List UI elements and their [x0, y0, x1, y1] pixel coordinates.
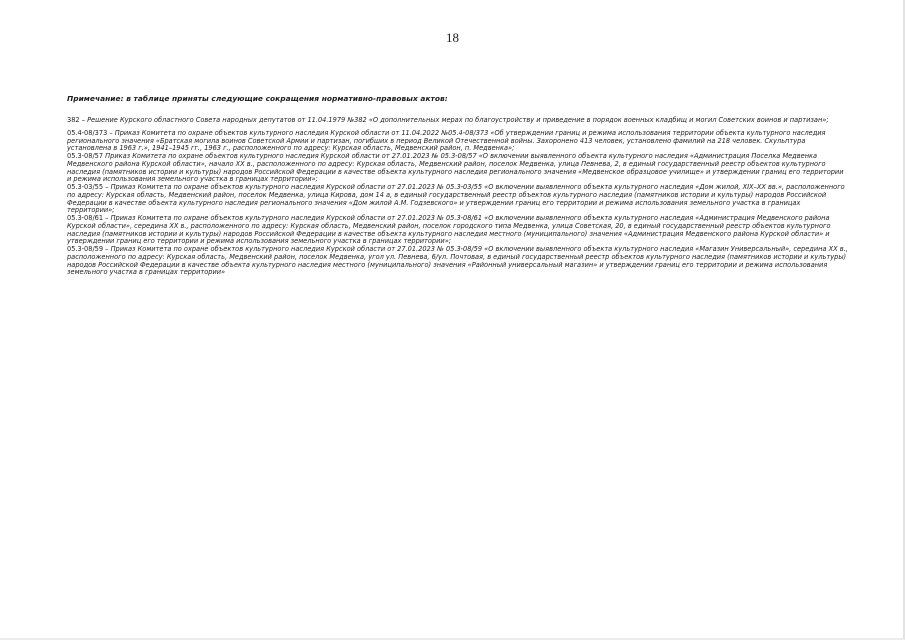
- abbreviation-list: [67, 117, 849, 277]
- page-number: 18: [446, 30, 459, 45]
- entry-code: 382: [67, 116, 80, 124]
- entry-text: – Приказ Комитета по охране объектов культурного наследия Курской области от 27.01.2023 № 05.3-08/61 «О включении выявленного объекта культурного наследия «Администрация Медвенского района Курской области», середина XX в., расположенного по адресу: Курская область, Медвенский район, поселок городского типа Медвенка, улица Советская, 20, в единый государственный реестр объектов культурного наследия (памятников истории и культуры) народов Российской Федерации в качестве объекта культурного наследия местного (муниципального) значения «Администрация Медвенского района Курской области» и утверждении границ его территории и режима использования земельного участка в границах территории»;: [67, 214, 831, 246]
- entry-text: – Приказ Комитета по охране объектов культурного наследия Курской области от 27.01.2023 № 05.3-03/55 «О включении выявленного объекта культурного наследия «Дом жилой, XIX–XX вв.», расположенного по адресу: Курская область, Медвенский район, поселок Медвенка, улица Кирова, дом 14 а, в единый государственный реестр объектов культурного наследия (памятников истории и культуры) народов Российской Федерации в качестве объекта культурного наследия регионального значения «Дом жилой А.М. Годзевского» и утверждении границ его территории и режима использования земельного участка в границах территории»;: [67, 183, 845, 215]
- entry-code: 05.3-08/57: [67, 152, 104, 160]
- abbreviation-entry-05-3-03-55: [67, 184, 849, 215]
- entry-text: – Решение Курского областного Совета народных депутатов от 11.04.1979 №382 «О дополнительных мерах по благоустройству и приведение в порядок военных кладбищ и могил Советских воинов и партизан»;: [79, 116, 829, 124]
- abbreviation-entry-05-3-08-61: [67, 215, 849, 246]
- entry-text: Приказ Комитета по охране объектов культурного наследия Курской области от 27.01.2023 № 05.3-08/57 «О включении выявленного объекта культурного наследия «Администрация Поселка Медвенка Медвенского района Курской области», начало XX в., расположенного по адресу: Курская область, Медвенский район, поселок Медвенка, улица Певнева, 2, в единый государственный реестр объектов культурного наследия (памятников истории и культуры) народов Российской Федерации в качестве объекта культурного наследия регионального значения «Медвенское образцовое училище» и утверждении границ его территории и режима использования земельного участка в границах территории»;: [67, 152, 844, 184]
- abbreviation-entry-05-4-08-373: [67, 130, 849, 153]
- entry-code: 05.3-03/55: [67, 183, 104, 191]
- abbreviation-entry-05-3-08-57: [67, 153, 849, 184]
- abbreviation-entry-05-3-08-59: [67, 246, 849, 277]
- entry-text: – Приказ Комитета по охране объектов культурного наследия Курской области от 27.01.2023 № 05.3-08/59 «О включении выявленного объекта культурного наследия «Магазин Универсальный», середина XX в., расположенного по адресу: Курская область, Медвенский район, поселок Медвенка, угол ул. Певнева, 6/ул. Почтовая, в единый государственный реестр объектов культурного наследия (памятников истории и культуры) народов Российской Федерации в качестве объекта культурного наследия местного (муниципального) значения «Районный универсальный магазин» и утверждении границ его территории и режима использования земельного участка в границах территории»: [67, 245, 848, 277]
- entry-code: 05.3-08/59: [67, 245, 104, 253]
- entry-text: – Приказ Комитета по охране объектов культурного наследия Курской области от 11.04.2022 №05.4-08/373 «Об утверждении границ и режима использования территории объекта культурного наследия регионального значения «Братская могила воинов Советской Армии и партизан, погибших в период Великой Отечественной войны. Захоронено 413 человек, установлено фамилий на 218 человек. Скульптура установлена в 1963 г.», 1941–1945 гг., 1963 г., расположенного по адресу: Курская область, Медвенский район, п. Медвенка»;: [67, 128, 826, 153]
- entry-code: 05.4-08/373: [67, 128, 108, 137]
- entry-code: 05.3-08/61: [67, 214, 104, 222]
- abbreviation-entry-382: [67, 117, 849, 125]
- note-heading: Примечание: в таблице приняты следующие сокращения нормативно-правовых актов:: [67, 94, 448, 103]
